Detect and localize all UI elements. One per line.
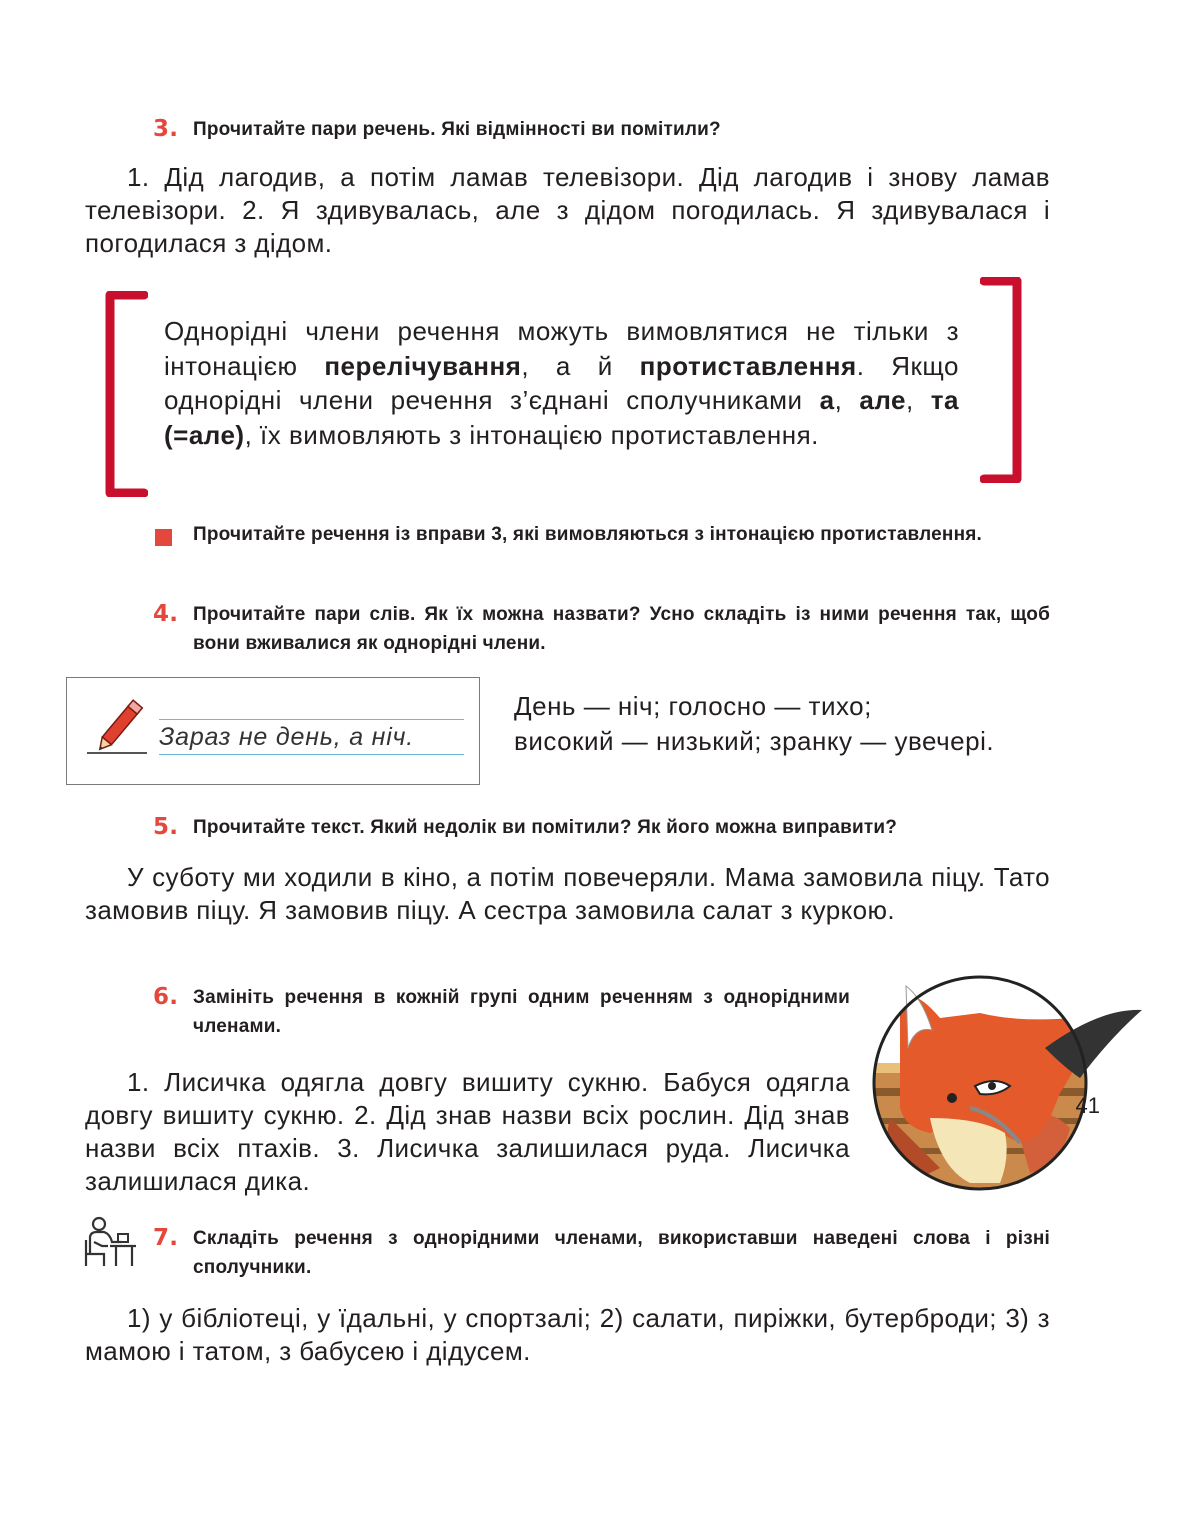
task-7-header [153,1224,1050,1282]
task-number: 6. [153,984,179,1010]
word-pairs-line: День — ніч; голосно — тихо; [514,691,872,721]
rule-text: , їх вимовляють з інтонацією протиставлення. [244,419,819,450]
example-sentence: Зараз не день, а ніч. [159,723,415,751]
rule-term: але [859,385,906,415]
task-instruction: Складіть речення з однорідними членами, використавши наведені слова і різні сполучники. [193,1228,1050,1278]
task-number: 5. [153,814,179,840]
rule-box [164,314,959,452]
example-note-box [66,677,480,785]
task-4-header [153,600,1050,658]
rule-text: , а й [521,350,640,381]
task-instruction: Прочитайте пари слів. Як їх можна назвати? Усно складіть із ними речення так, щоб вони вживалися як однорідні члени. [193,604,1050,654]
rule-term: а [819,385,835,415]
task-number: 3. [153,116,179,142]
rule-term: перелічування [324,350,522,381]
rule-text: , [834,385,860,415]
task-3-text: 1. Дід лагодив, а потім ламав телевізори. Дід лагодив і знову ламав телевізори. 2. Я здивувалась, але з дідом погодилась. Я здивувалася і погодилася з дідом. [85,162,1050,258]
task-5-text: У суботу ми ходили в кіно, а потім повечеряли. Мама замовила піцу. Тато замовив піцу. Я замовив піцу. А сестра замовила салат з куркою. [85,862,1050,925]
left-bracket-icon [104,291,148,497]
task-6-header [153,983,850,1041]
fox-illustration [870,968,1145,1203]
rule-term: та (=але) [164,385,959,450]
word-pairs-line: високий — низький; зранку — увечері. [514,726,995,756]
pencil-icon [85,690,157,756]
word-pairs [514,689,1054,759]
page-number: 41 [1075,1093,1100,1118]
right-bracket-icon [980,277,1024,483]
task-instruction: Прочитайте пари речень. Які відмінності ви помітили? [193,119,721,140]
rule-term: протиставлення [639,350,857,381]
task-7-text: 1) у бібліотеці, у їдальні, у спортзалі; 2) салати, пиріжки, бутерброди; 3) з мамою і татом, з бабусею і дідусем. [85,1303,1050,1366]
rule-text: . Якщо однорідні члени речення з’єднані сполучниками [164,350,959,415]
task-number: 7. [153,1225,179,1251]
task-5-header [153,813,1050,842]
note-line [159,754,464,755]
task-instruction: Прочитайте текст. Який недолік ви помітили? Як його можна виправити? [193,817,898,838]
rule-text: , [906,385,931,415]
task-instruction: Замініть речення в кожній групі одним реченням з однорідними членами. [193,987,850,1037]
note-line [159,719,464,720]
task-number: 4. [153,601,179,627]
task-instruction: Прочитайте речення із вправи 3, які вимовляються з інтонацією протиставлення. [193,524,983,545]
rule-text: Однорідні члени речення можуть вимовлятися не тільки з інтонацією [164,316,959,381]
student-at-desk-icon [82,1216,138,1268]
task-3-header [153,115,1050,144]
bullet-task [153,520,1050,549]
task-6-text: 1. Лисичка одягла довгу вишиту сукню. Бабуся одягла довгу вишиту сукню. 2. Дід знав назви всіх рослин. Дід знав назви всіх птахів. 3. Лисичка залишилася руда. Лисичка залишилася дика. [85,1067,850,1196]
